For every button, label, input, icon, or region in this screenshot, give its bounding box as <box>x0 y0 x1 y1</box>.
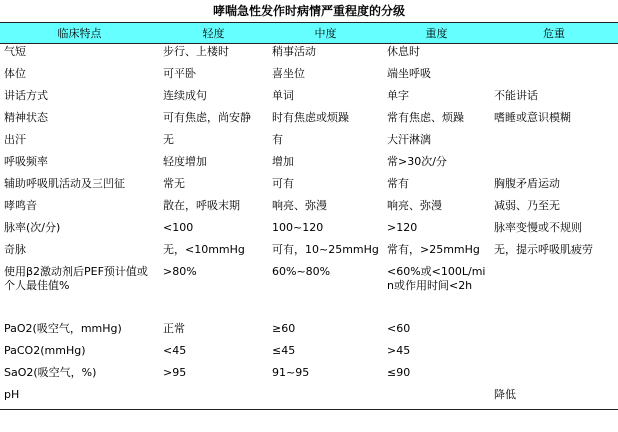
cell-critical <box>490 44 618 67</box>
cell-critical: 降低 <box>490 387 618 410</box>
cell-severe: >45 <box>387 344 411 357</box>
table-row <box>0 88 618 110</box>
cell-mild: 可平卧 <box>163 67 196 80</box>
cell-critical: 无，提示呼吸肌疲劳 <box>494 243 593 256</box>
row-label: 哮鸣音 <box>4 199 37 212</box>
cell-critical: 嗜睡或意识模糊 <box>494 111 571 124</box>
cell-severe: 大汗淋漓 <box>387 133 431 146</box>
cell-moderate: ≤45 <box>272 344 296 357</box>
cell-critical: 胸腹矛盾运动 <box>494 177 560 190</box>
row-label: pH <box>0 387 159 410</box>
cell-moderate: 增加 <box>272 155 294 168</box>
row-label: 辅助呼吸肌活动及三凹征 <box>4 177 125 190</box>
header-critical: 危重 <box>490 23 618 44</box>
cell-critical <box>490 66 618 88</box>
cell-moderate: 单词 <box>272 89 294 102</box>
row-label: 奇脉 <box>4 243 26 256</box>
cell-moderate: 喜坐位 <box>272 67 305 80</box>
cell-mild: >80% <box>163 265 197 278</box>
cell-critical: 减弱、乃至无 <box>494 199 560 212</box>
cell-severe <box>383 387 490 410</box>
row-label: 呼吸频率 <box>4 155 48 168</box>
table-title: 哮喘急性发作时病情严重程度的分级 <box>212 4 405 18</box>
table-row <box>0 198 618 220</box>
cell-mild: >95 <box>163 366 187 379</box>
cell-moderate <box>268 387 383 410</box>
row-label: 气短 <box>4 45 26 58</box>
row-label: PaCO2(mmHg) <box>4 344 86 357</box>
table-row <box>0 264 618 321</box>
cell-mild: 正常 <box>163 322 185 335</box>
cell-critical: 脉率变慢或不规则 <box>494 221 582 234</box>
row-label: 精神状态 <box>4 111 48 124</box>
cell-mild: <45 <box>163 344 187 357</box>
cell-mild: <100 <box>163 221 194 234</box>
header-moderate: 中度 <box>268 23 383 44</box>
cell-critical <box>490 264 618 321</box>
cell-moderate: 时有焦虑或烦躁 <box>272 111 349 124</box>
table-row <box>0 220 618 242</box>
cell-critical <box>490 132 618 154</box>
row-label: SaO2(吸空气，%) <box>4 366 97 379</box>
table-row <box>0 110 618 132</box>
cell-moderate: 91~95 <box>272 366 310 379</box>
cell-mild: 无 <box>163 133 174 146</box>
table-row <box>0 387 618 410</box>
cell-moderate: 有 <box>272 133 283 146</box>
severity-table <box>0 22 618 410</box>
table-row <box>0 343 618 365</box>
cell-mild: 连续成句 <box>163 89 207 102</box>
cell-severe: 休息时 <box>387 45 420 58</box>
cell-severe: 常有 <box>387 177 409 190</box>
cell-moderate: 60%~80% <box>272 265 331 278</box>
row-label: 体位 <box>4 67 26 80</box>
cell-severe: 常有，>25mmHg <box>387 243 480 256</box>
cell-mild: 常无 <box>163 177 185 190</box>
row-label: PaO2(吸空气，mmHg) <box>4 322 122 335</box>
cell-severe: 端坐呼吸 <box>387 67 431 80</box>
cell-critical <box>490 154 618 176</box>
header-severe: 重度 <box>383 23 490 44</box>
cell-mild <box>159 387 268 410</box>
cell-mild: 无，<10mmHg <box>163 243 245 256</box>
header-clinical-feature: 临床特点 <box>0 23 159 44</box>
table-row <box>0 132 618 154</box>
cell-critical <box>490 365 618 387</box>
cell-mild: 散在，呼吸末期 <box>163 199 240 212</box>
row-label: 出汗 <box>4 133 26 146</box>
cell-moderate: 可有，10~25mmHg <box>272 243 379 256</box>
table-row <box>0 321 618 343</box>
cell-severe: 响亮、弥漫 <box>387 199 442 212</box>
cell-severe: 常>30次/分 <box>387 155 447 168</box>
cell-severe: <60%或<100L/min或作用时间<2h <box>387 265 486 292</box>
cell-critical: 不能讲话 <box>494 89 538 102</box>
cell-critical <box>490 321 618 343</box>
cell-moderate: ≥60 <box>272 322 296 335</box>
table-row <box>0 242 618 264</box>
cell-severe: 常有焦虑、烦躁 <box>387 111 464 124</box>
cell-severe: <60 <box>387 322 411 335</box>
row-label: 脉率(次/分) <box>4 221 61 234</box>
table-row <box>0 66 618 88</box>
table-row <box>0 176 618 198</box>
row-label: 讲话方式 <box>4 89 48 102</box>
row-label: 使用β2激动剂后PEF预计值或个人最佳值% <box>4 265 148 292</box>
cell-severe: 单字 <box>387 89 409 102</box>
header-row <box>0 23 618 44</box>
table-row <box>0 154 618 176</box>
cell-mild: 轻度增加 <box>163 155 207 168</box>
table-row <box>0 44 618 67</box>
header-mild: 轻度 <box>159 23 268 44</box>
table-row <box>0 365 618 387</box>
cell-mild: 可有焦虑，尚安静 <box>163 111 251 124</box>
cell-critical <box>490 343 618 365</box>
cell-moderate: 稍事活动 <box>272 45 316 58</box>
cell-moderate: 100~120 <box>272 221 324 234</box>
cell-severe: >120 <box>387 221 418 234</box>
cell-moderate: 可有 <box>272 177 294 190</box>
cell-severe: ≤90 <box>387 366 411 379</box>
cell-mild: 步行、上楼时 <box>163 45 229 58</box>
cell-moderate: 响亮、弥漫 <box>272 199 327 212</box>
